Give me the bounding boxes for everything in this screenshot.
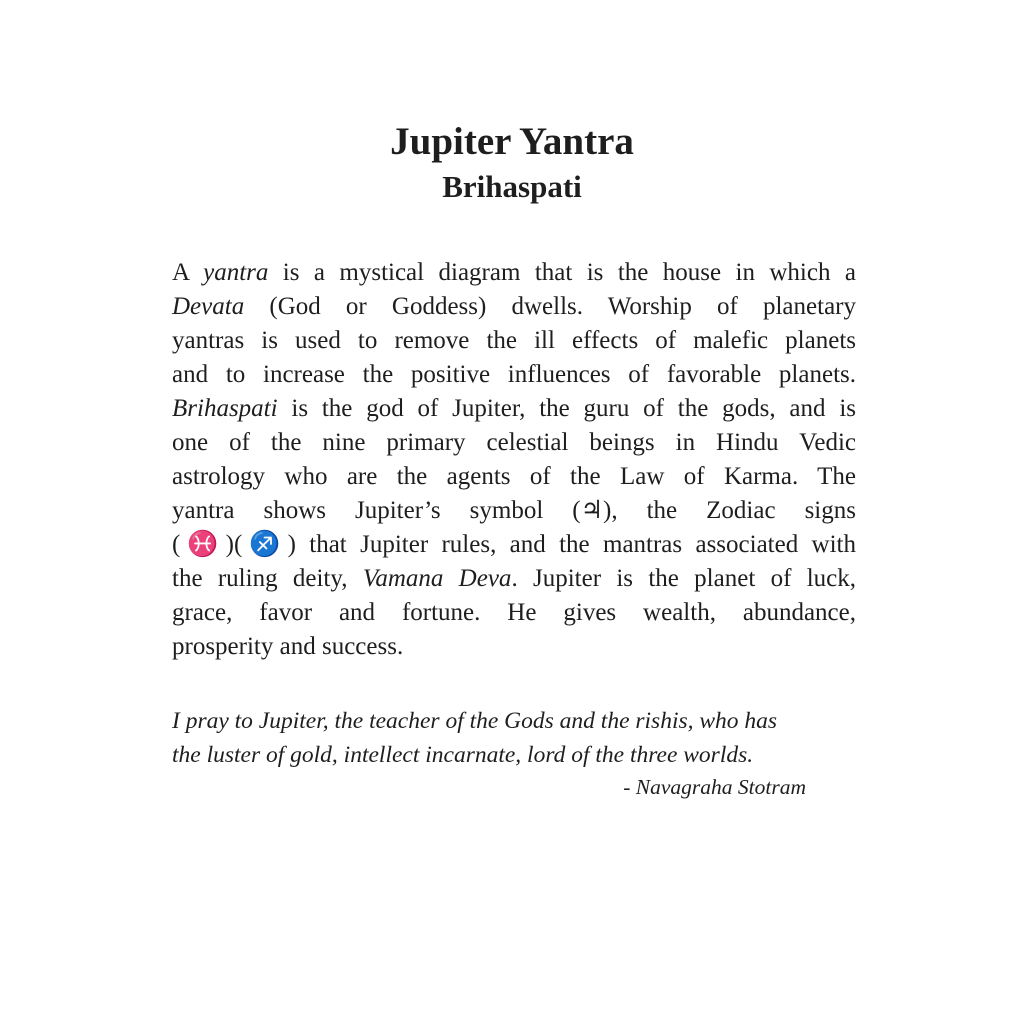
page-subtitle: Brihaspati [442,169,582,204]
body-line-7: astrology who are the agents of the Law of Karma. The [172,463,856,490]
page-title: Jupiter Yantra [390,120,634,163]
body-text-segment: is the god of Jupiter, the guru of the gods, and is [277,395,856,422]
body-line-1 [172,256,856,290]
italic-term-devata: Devata [172,293,245,320]
body-line-10 [172,562,856,596]
quote-block [172,704,856,772]
body-line-2 [172,290,856,324]
quote-attribution: - Navagraha Stotram [623,775,806,799]
body-text-segment: the ruling deity, [172,565,363,592]
italic-term-vamana-deva: Vamana Deva [362,565,512,592]
body-line-5 [172,392,856,426]
body-line-4: and to increase the positive influences of favorable planets. [172,361,856,388]
body-text-segment: (God or Goddess) dwells. Worship of planetary [244,293,856,320]
body-line-6: one of the nine primary celestial beings in Hindu Vedic [172,429,856,456]
body-text-segment: A [172,259,204,286]
quote-line-1: I pray to Jupiter, the teacher of the Gods and the rishis, who has [172,708,778,734]
body-paragraph [172,256,856,664]
body-line-11: grace, favor and fortune. He gives wealth, abundance, [172,599,856,626]
italic-term-brihaspati: Brihaspati [172,395,278,422]
body-text-segment: . Jupiter is the planet of luck, [511,565,857,592]
body-text-segment: is a mystical diagram that is the house in which a [268,259,856,286]
italic-term-yantra: yantra [203,259,269,286]
body-line-9: (♓)(♐) that Jupiter rules, and the mantras associated with [172,531,856,558]
body-line-8: yantra shows Jupiter’s symbol (♃), the Zodiac signs [172,497,856,524]
quote-line-2: the luster of gold, intellect incarnate, lord of the three worlds. [172,742,754,768]
body-line-3: yantras is used to remove the ill effects of malefic planets [172,327,856,354]
body-line-12: prosperity and success. [172,633,404,660]
